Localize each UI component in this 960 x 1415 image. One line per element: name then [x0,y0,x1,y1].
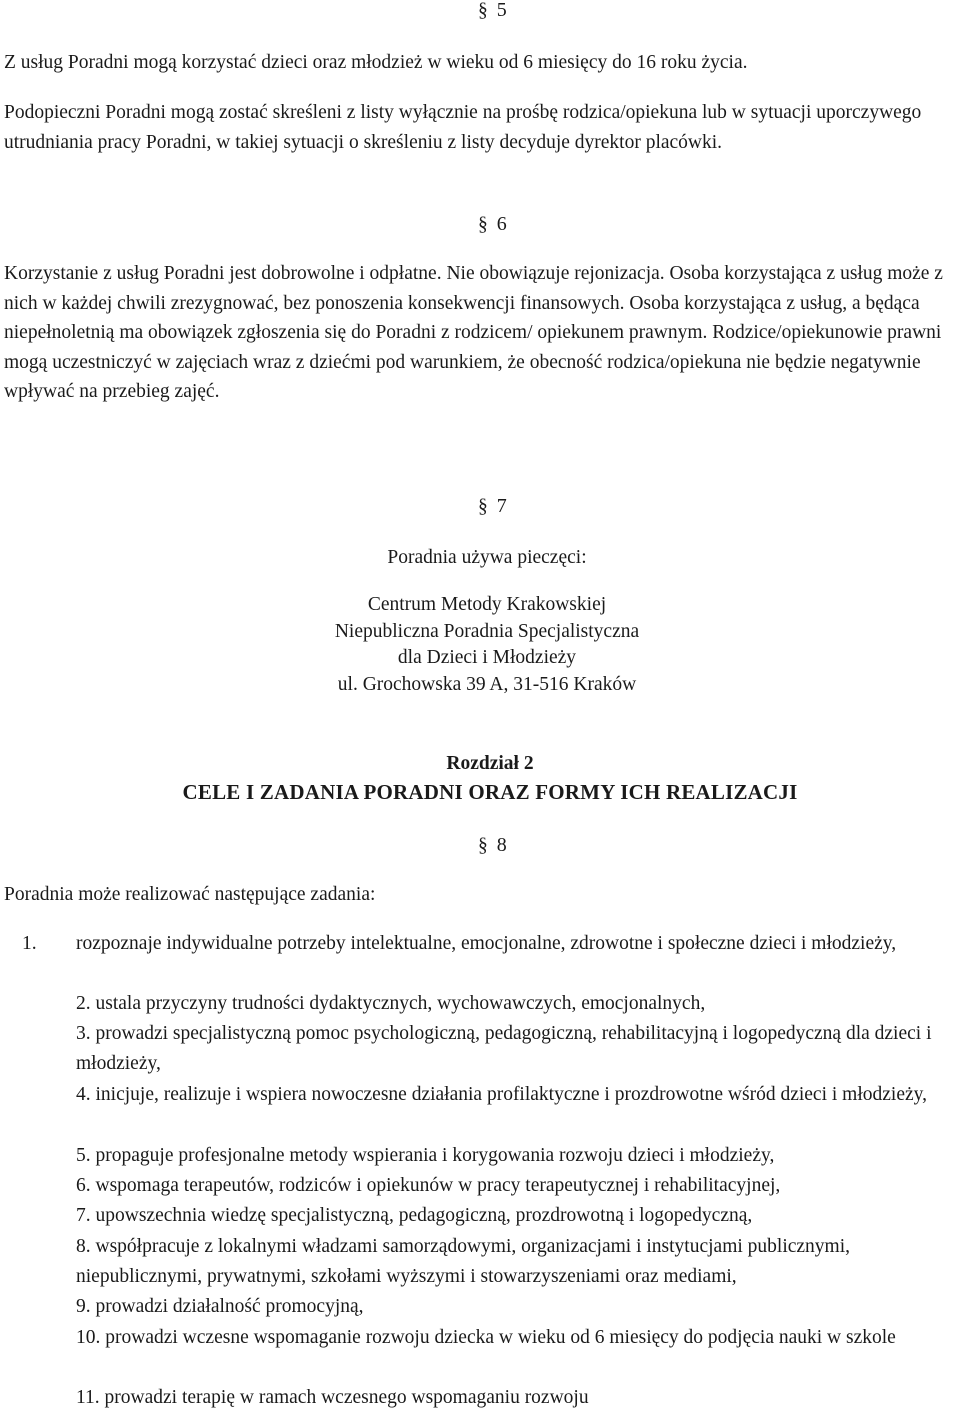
section-6-paragraph: Korzystanie z usług Poradni jest dobrowolne i odpłatne. Nie obowiązuje rejonizacja. Osoba korzystająca z usług może z nich w każdej chwili zrezygnować, bez ponoszenia konsekwencji finansowych. Osoba korzystająca z usług, a będąca niepełnoletnią ma obowiązek zgłoszenia się do Poradni z rodzicem/ opiekunem prawnym. Rodzice/opiekunowie prawni mogą uczestniczyć w zajęciach wraz z dziećmi pod warunkiem, że obecność rodzica/opiekuna nie będzie negatywnie wpływać na przebieg zajęć. [4,263,943,403]
list-item: 7. upowszechnia wiedzę specjalistyczną, pedagogiczną, prozdrowotną i logopedyczną, [76,1205,753,1226]
section-5-paragraph-2: Podopieczni Poradni mogą zostać skreśleni z listy wyłącznie na prośbę rodzica/opiekuna lub w sytuacji uporczywego utrudniania pracy Poradni, w takiej sytuacji o skreśleniu z listy decyduje dyrektor placówki. [4,102,922,153]
section-number: 6 [496,213,507,235]
section-6-heading [478,210,507,240]
list-item: 5. propaguje profesjonalne metody wspierania i korygowania rozwoju dzieci i młodzieży, [76,1145,775,1166]
list-item: 9. prowadzi działalność promocyjną, [76,1296,364,1317]
section-symbol: § [478,496,488,517]
chapter-label: Rozdział 2 [446,753,534,774]
stamp-block [14,592,960,698]
chapter-title: CELE I ZADANIA PORADNI ORAZ FORMY ICH REALIZACJI [182,780,798,804]
list-item: 2. ustala przyczyny trudności dydaktycznych, wychowawczych, emocjonalnych, [76,993,706,1014]
section-symbol: § [478,214,488,235]
list-item: 8. współpracuje z lokalnymi władzami samorządowymi, organizacjami i instytucjami publicznymi, niepublicznymi, prywatnymi, szkołami wyższymi i stowarzyszeniami oraz mediami, [76,1236,851,1287]
section-symbol: § [478,0,488,21]
stamp-line: Centrum Metody Krakowskiej [367,594,607,615]
list-item: 6. wspomaga terapeutów, rodziców i opiekunów w pracy terapeutycznej i rehabilitacyjnej, [76,1175,781,1196]
list-item: 11. prowadzi terapię w ramach wczesnego wspomaganiu rozwoju [76,1387,589,1408]
list-item: 10. prowadzi wczesne wspomaganie rozwoju dziecka w wieku od 6 miesięcy do podjęcia nauki w szkole [76,1327,896,1348]
section-5-paragraph-1: Z usług Poradni mogą korzystać dzieci oraz młodzież w wieku od 6 miesięcy do 16 roku życia. [4,52,748,73]
section-number: 8 [496,834,507,856]
stamp-line: Niepubliczna Poradnia Specjalistyczna [334,620,640,642]
section-7-heading [478,492,507,522]
list-item: rozpoznaje indywidualne potrzeby intelektualne, emocjonalne, zdrowotne i społeczne dzieci i młodzieży, [76,933,897,954]
section-number: 5 [496,0,507,21]
section-symbol: § [478,835,488,856]
stamp-line: ul. Grochowska 39 A, 31-516 Kraków [337,673,637,695]
section-8-heading [478,831,507,861]
stamp-intro: Poradnia używa pieczęci: [387,547,587,568]
tasks-intro: Poradnia może realizować następujące zadania: [4,884,376,905]
stamp-line: dla Dzieci i Młodzieży [397,647,577,668]
section-5-heading [478,0,507,26]
section-number: 7 [496,495,507,517]
list-item-number: 1. [22,933,37,954]
list-item: 3. prowadzi specjalistyczną pomoc psychologiczną, pedagogiczną, rehabilitacyjną i logopedyczną dla dzieci i młodzieży, [76,1023,932,1074]
list-item: 4. inicjuje, realizuje i wspiera nowoczesne działania profilaktyczne i prozdrowotne wśród dzieci i młodzieży, [76,1084,927,1105]
